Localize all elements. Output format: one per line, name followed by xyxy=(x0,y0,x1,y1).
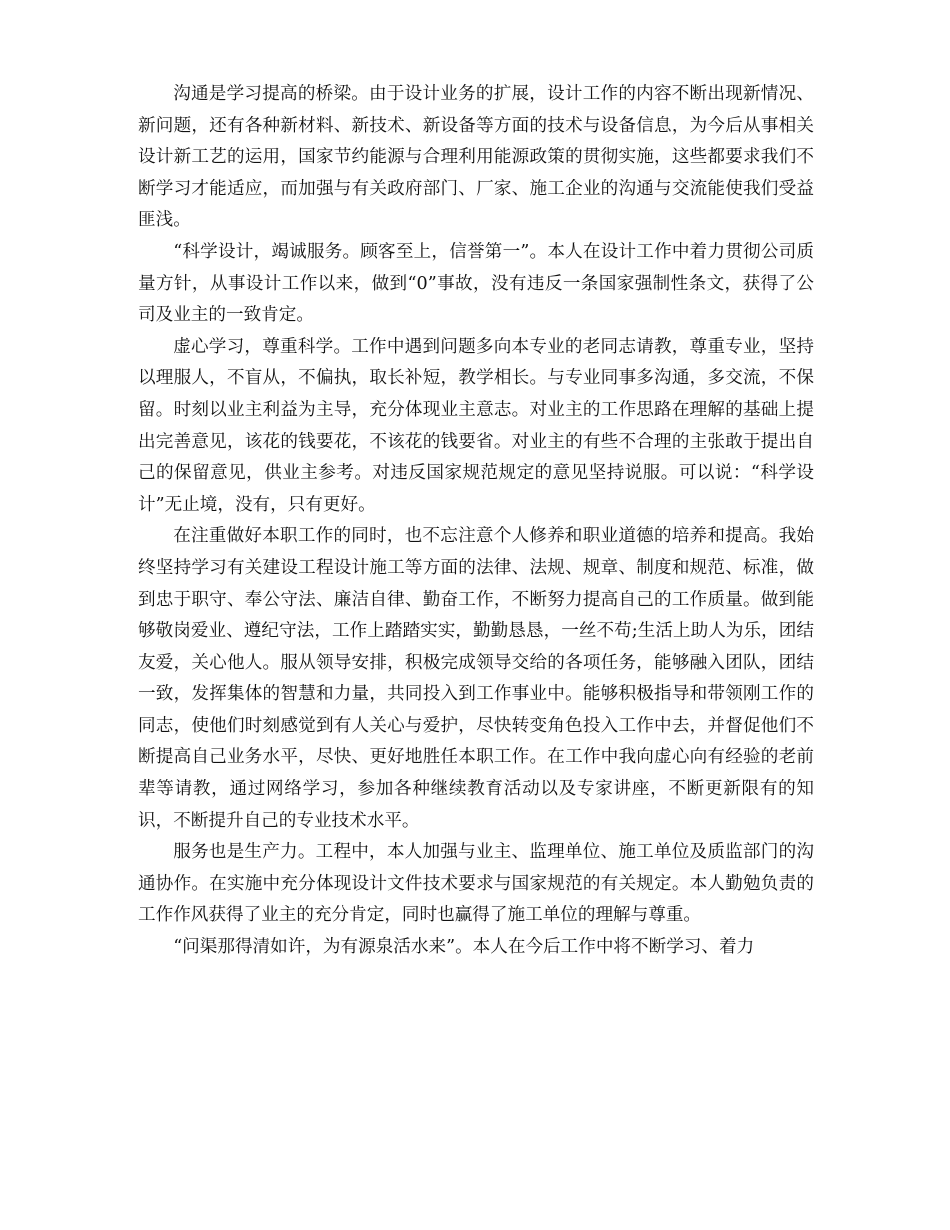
document-page xyxy=(138,79,814,964)
paragraph-humble-learning: 虚心学习，尊重科学。工作中遇到问题多向本专业的老同志请教，尊重专业，坚持以理服人，不盲从，不偏执，取长补短，教学相长。与专业同事多沟通，多交流，不保留。时刻以业主利益为主导，充分体现业主意志。对业主的工作思路在理解的基础上提出完善意见，该花的钱要花，不该花的钱要省。对业主的有些不合理的主张敢于提出自己的保留意见，供业主参考。对违反国家规范规定的意见坚持说服。可以说：“科学设计”无止境，没有，只有更好。 xyxy=(138,336,814,515)
paragraph-quality-policy: “科学设计，竭诚服务。顾客至上，信誉第一”。本人在设计工作中着力贯彻公司质量方针，从事设计工作以来，做到“0”事故，没有违反一条国家强制性条文，获得了公司及业主的一致肯定。 xyxy=(138,241,814,326)
paragraph-service: 服务也是生产力。工程中，本人加强与业主、监理单位、施工单位及质监部门的沟通协作。在实施中充分体现设计文件技术要求与国家规范的有关规定。本人勤勉负责的工作作风获得了业主的充分肯定，同时也赢得了施工单位的理解与尊重。 xyxy=(138,842,814,926)
paragraph-professional-ethics: 在注重做好本职工作的同时，也不忘注意个人修养和职业道德的培养和提高。我始终坚持学习有关建设工程设计施工等方面的法律、法规、规章、制度和规范、标准，做到忠于职守、奉公守法、廉洁自律、勤奋工作，不断努力提高自己的工作质量。做到能够敬岗爱业、遵纪守法，工作上踏踏实实，勤勤恳恳，一丝不苟;生活上助人为乐，团结友爱，关心他人。服从领导安排，积极完成领导交给的各项任务，能够融入团队，团结一致，发挥集体的智慧和力量，共同投入到工作事业中。能够积极指导和带领刚工作的同志，使他们时刻感觉到有人关心与爱护，尽快转变角色投入工作中去，并督促他们不断提高自己业务水平，尽快、更好地胜任本职工作。在工作中我向虚心向有经验的老前辈等请教，通过网络学习，参加各种继续教育活动以及专家讲座，不断更新限有的知识，不断提升自己的专业技术水平。 xyxy=(138,526,814,831)
paragraph-closing: “问渠那得清如许，为有源泉活水来”。本人在今后工作中将不断学习、着力 xyxy=(173,937,755,958)
paragraph-communication: 沟通是学习提高的桥梁。由于设计业务的扩展，设计工作的内容不断出现新情况、新问题，还有各种新材料、新技术、新设备等方面的技术与设备信息，为今后从事相关设计新工艺的运用，国家节约能源与合理利用能源政策的贯彻实施，这些都要求我们不断学习才能适应，而加强与有关政府部门、厂家、施工企业的沟通与交流能使我们受益匪浅。 xyxy=(138,84,814,231)
